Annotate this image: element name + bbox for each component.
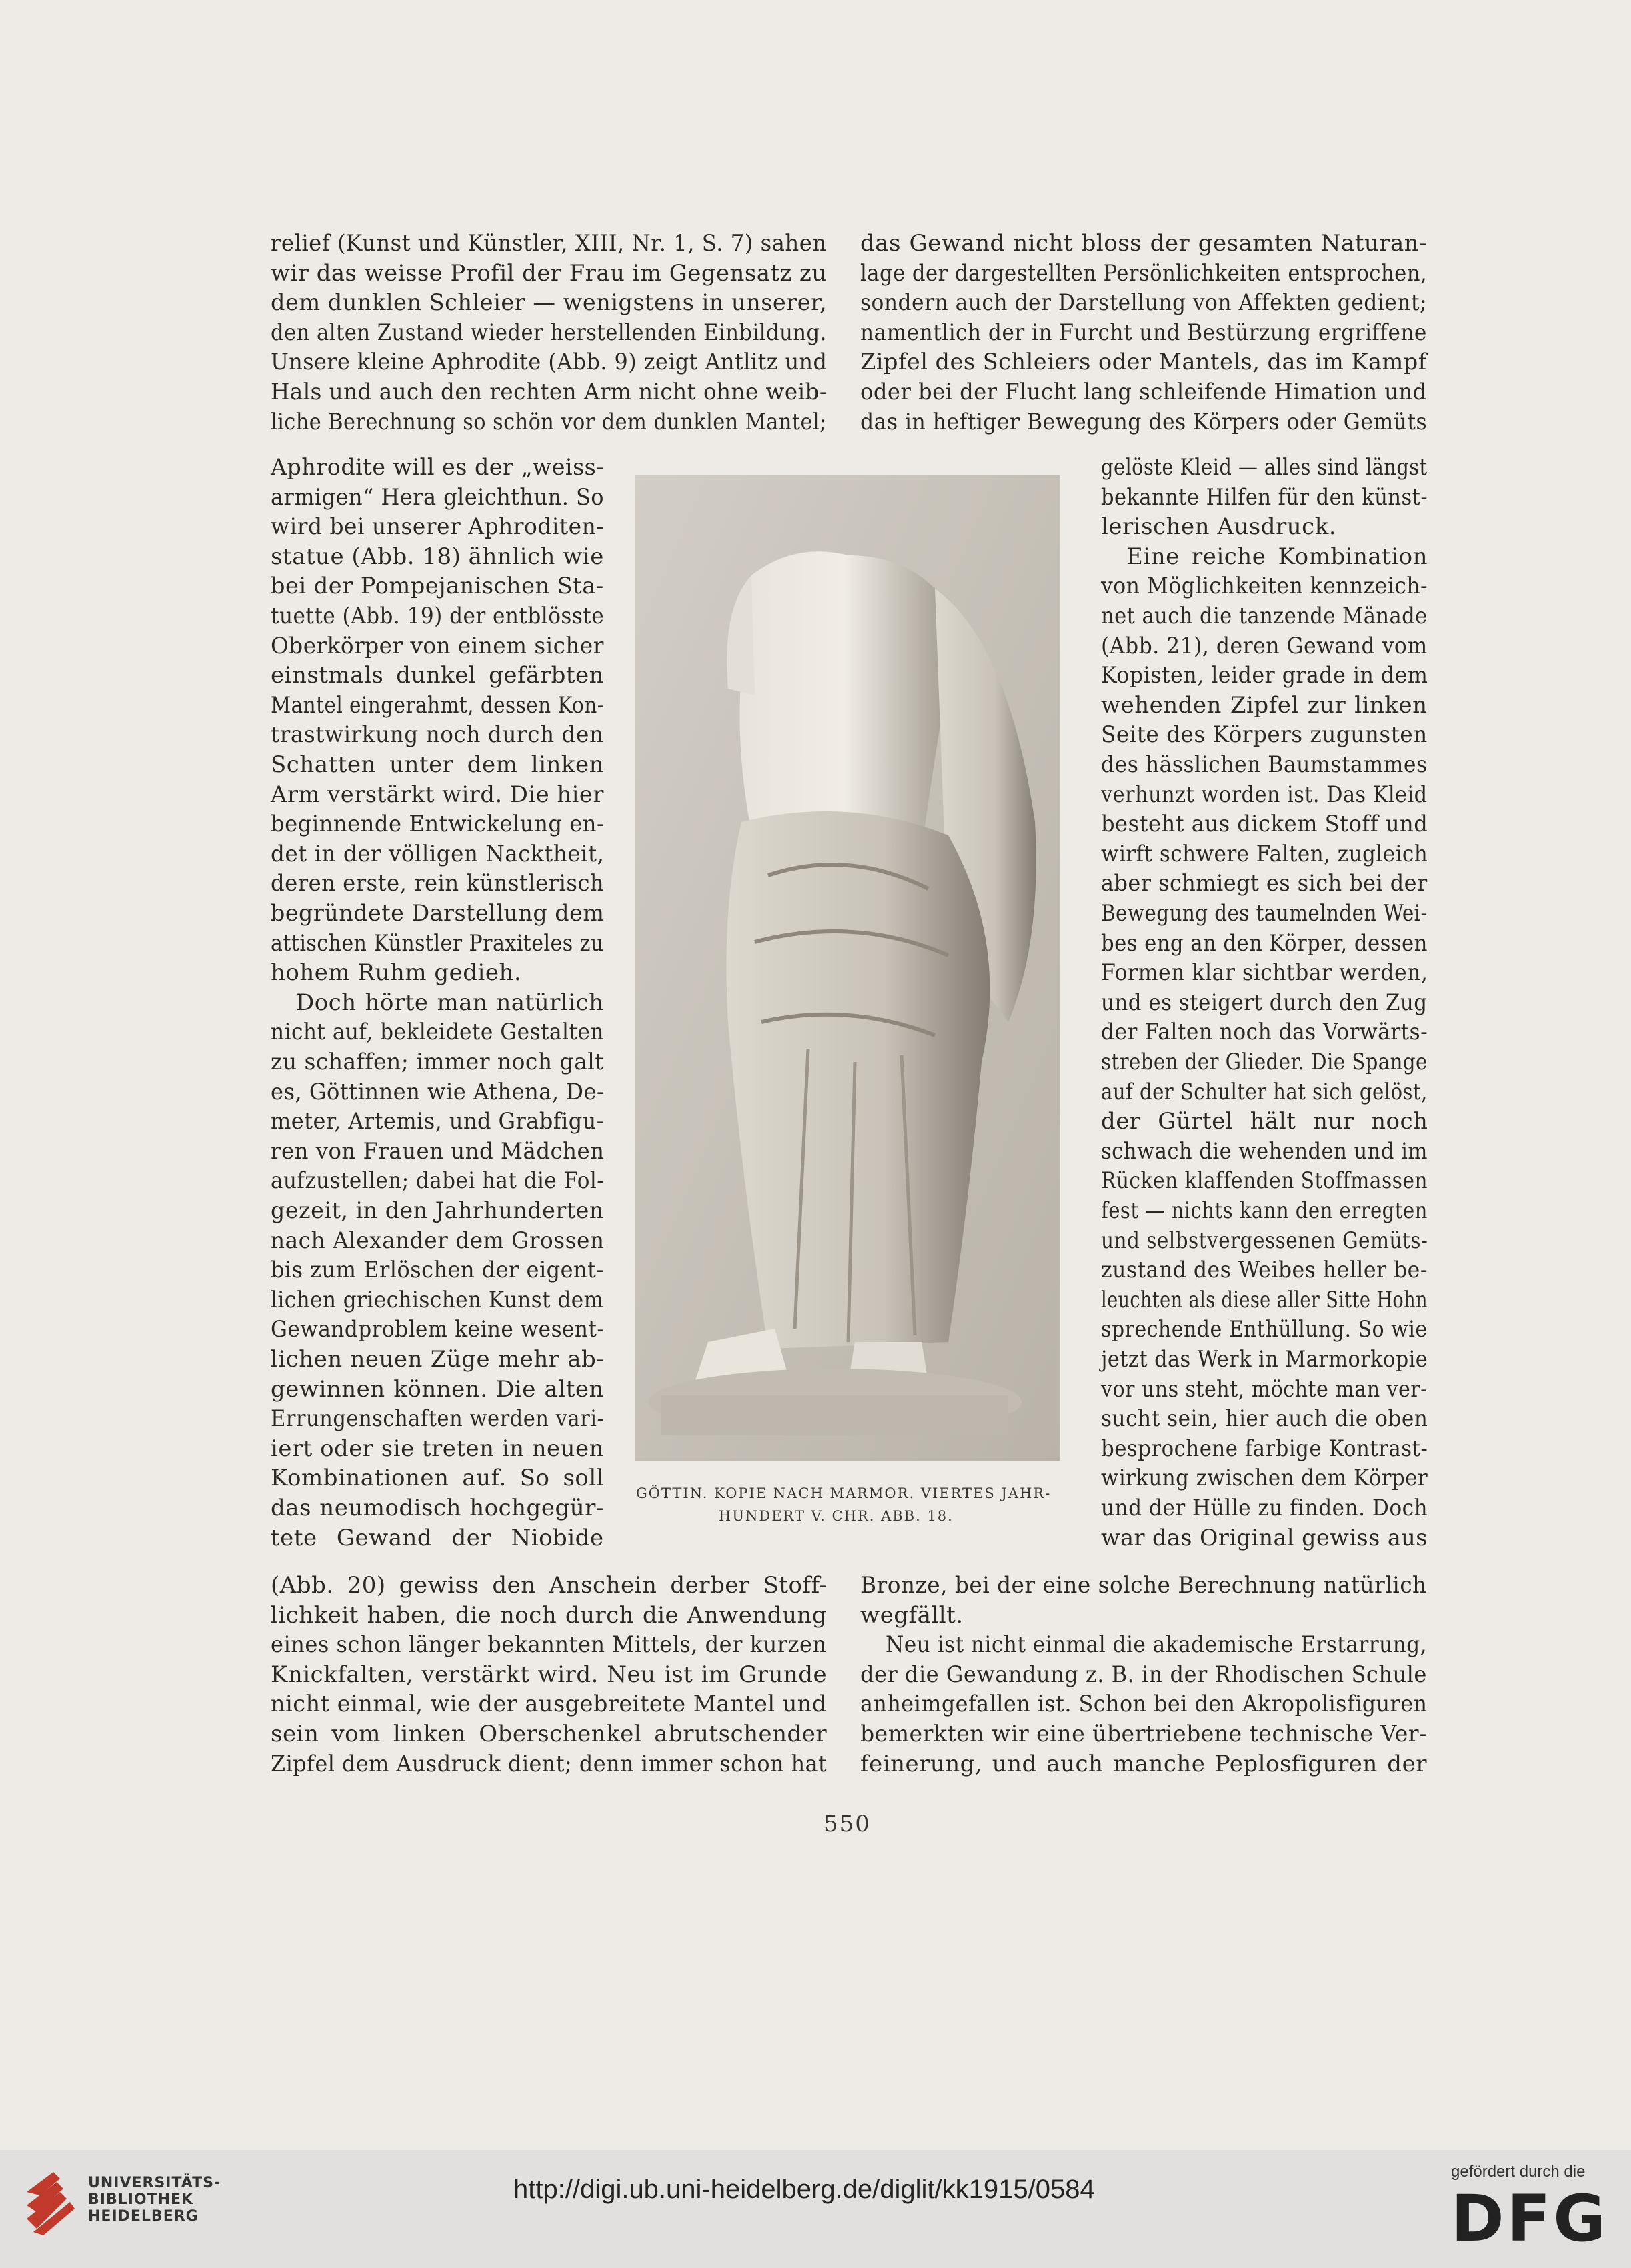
text-line: Mantel eingerahmt, dessen Kon- — [271, 691, 605, 719]
text-line: hohem Ruhm gedieh. — [271, 959, 522, 987]
text-line: jetzt das Werk in Marmorkopie — [1101, 1346, 1428, 1373]
text-line: es, Göttinnen wie Athena, De- — [271, 1078, 605, 1105]
text-line: leuchten als diese aller Sitte Hohn — [1101, 1286, 1428, 1313]
statue-figure — [635, 475, 1060, 1461]
text-line: attischen Künstler Praxiteles zu — [271, 929, 604, 957]
text-line: eines schon länger bekannten Mittels, der kurzen — [271, 1631, 827, 1659]
text-line: bekannte Hilfen für den künst- — [1101, 483, 1428, 511]
text-line: wirft schwere Falten, zugleich — [1101, 840, 1428, 867]
text-line: zu schaffen; immer noch galt — [271, 1049, 604, 1075]
text-line: ren von Frauen und Mädchen — [271, 1137, 605, 1165]
text-line: trastwirkung noch durch den — [271, 721, 604, 749]
text-line: dem dunklen Schleier — wenigstens in unserer, — [271, 289, 828, 317]
text-line: lichen neuen Züge mehr ab- — [271, 1346, 605, 1373]
text-line: besprochene farbige Kontrast- — [1101, 1435, 1428, 1462]
text-line: war das Original gewiss aus — [1101, 1524, 1428, 1551]
text-line: Kombinationen auf. So soll — [271, 1465, 605, 1492]
text-line: der Gürtel hält nur noch — [1101, 1108, 1428, 1135]
text-line: wegfällt. — [860, 1601, 964, 1629]
text-line: vor uns steht, möchte man ver- — [1101, 1375, 1428, 1403]
text-line: gewinnen können. Die alten — [271, 1375, 604, 1403]
text-line: Oberkörper von einem sicher — [271, 632, 604, 659]
text-line: sein vom linken Oberschenkel abrutschender — [271, 1721, 828, 1747]
text-line: streben der Glieder. Die Spange — [1101, 1049, 1428, 1075]
text-line: verhunzt worden ist. Das Kleid — [1101, 781, 1428, 808]
text-line: gelöste Kleid — alles sind längst — [1101, 454, 1428, 481]
text-line: wir das weisse Profil der Frau im Gegensatz zu — [271, 259, 827, 287]
text-line: sucht sein, hier auch die oben — [1101, 1405, 1428, 1433]
text-line: nicht einmal, wie der ausgebreitete Mantel und — [271, 1691, 827, 1718]
text-line: den alten Zustand wieder herstellenden Einbildung. — [271, 319, 827, 346]
text-line: wehenden Zipfel zur linken — [1101, 691, 1428, 719]
text-line: relief (Kunst und Künstler, XIII, Nr. 1, S. 7) sahen — [271, 230, 827, 257]
text-line: der Falten noch das Vorwärts- — [1101, 1019, 1428, 1046]
text-line: statue (Abb. 18) ähnlich wie — [271, 543, 604, 570]
library-name — [88, 2175, 221, 2225]
text-line: Bewegung des taumelnden Wei- — [1101, 900, 1428, 927]
page-number: 550 — [824, 1811, 871, 1837]
text-line: Aphrodite will es der „weiss- — [271, 454, 605, 481]
text-line: (Abb. 20) gewiss den Anschein derber Stoff- — [271, 1572, 828, 1599]
text-line: liche Berechnung so schön vor dem dunklen Mantel; — [271, 408, 827, 435]
text-line: des hässlichen Baumstammes — [1101, 751, 1428, 778]
text-line: Schatten unter dem linken — [271, 751, 604, 778]
text-line: lage der dargestellten Persönlichkeiten entsprochen, — [860, 259, 1428, 287]
text-line: tuette (Abb. 19) der entblösste — [271, 603, 605, 629]
text-line: meter, Artemis, und Grabfigu- — [271, 1108, 604, 1135]
text-line: schwach die wehenden und im — [1101, 1137, 1428, 1165]
text-line: (Abb. 21), deren Gewand vom — [1101, 632, 1428, 659]
text-line: Zipfel des Schleiers oder Mantels, das im Kampf — [860, 349, 1427, 376]
text-line: das in heftiger Bewegung des Körpers oder Gemüts — [860, 408, 1428, 435]
text-line: Errungenschaften werden vari- — [271, 1405, 605, 1433]
text-line: Formen klar sichtbar werden, — [1101, 959, 1428, 987]
text-line: sprechende Enthüllung. So wie — [1101, 1316, 1428, 1343]
text-line: zustand des Weibes heller be- — [1101, 1257, 1428, 1284]
text-line: begründete Darstellung dem — [271, 900, 605, 927]
text-line: net auch die tanzende Mänade — [1101, 603, 1428, 629]
text-line: und es steigert durch den Zug — [1101, 989, 1428, 1016]
text-line: Rücken klaffenden Stoffmassen — [1101, 1167, 1428, 1195]
text-line: armigen“ Hera gleichthun. So — [271, 483, 605, 511]
footer-bar — [0, 2150, 1631, 2268]
text-line: der die Gewandung z. B. in der Rhodischen Schule — [860, 1661, 1427, 1688]
ub-heidelberg-logo-icon — [20, 2165, 80, 2239]
text-line: tete Gewand der Niobide — [271, 1524, 604, 1551]
text-line: einstmals dunkel gefärbten — [271, 662, 605, 689]
text-line: bes eng an den Körper, dessen — [1101, 929, 1428, 957]
library-line-1: UNIVERSITÄTS- — [88, 2175, 221, 2191]
figure-caption-line2: HUNDERT V. CHR. ABB. 18. — [719, 1508, 954, 1524]
text-line: Zipfel dem Ausdruck dient; denn immer schon hat — [271, 1750, 828, 1777]
text-line: bei der Pompejanischen Sta- — [271, 573, 604, 600]
statue-photo — [635, 475, 1060, 1461]
text-line: anheimgefallen ist. Schon bei den Akropolisfiguren — [860, 1691, 1428, 1718]
text-line: von Möglichkeiten kennzeich- — [1101, 573, 1428, 600]
library-line-2: BIBLIOTHEK — [88, 2191, 194, 2208]
text-line: und der Hülle zu finden. Doch — [1101, 1495, 1428, 1521]
text-line: bis zum Erlöschen der eigent- — [271, 1257, 604, 1284]
text-line: Neu ist nicht einmal die akademische Erstarrung, — [886, 1631, 1427, 1659]
text-line: wird bei unserer Aphroditen- — [271, 513, 604, 541]
text-line: nicht auf, bekleidete Gestalten — [271, 1019, 604, 1046]
text-line: deren erste, rein künstlerisch — [271, 870, 605, 897]
funding-text: gefördert durch die — [1451, 2163, 1586, 2181]
text-line: namentlich der in Furcht und Bestürzung ergriffene — [860, 319, 1427, 346]
text-line: lichen griechischen Kunst dem — [271, 1286, 604, 1313]
text-line: auf der Schulter hat sich gelöst, — [1101, 1078, 1428, 1105]
text-line: Doch hörte man natürlich — [296, 989, 604, 1016]
text-line: det in der völligen Nacktheit, — [271, 840, 605, 867]
library-line-3: HEIDELBERG — [88, 2208, 199, 2225]
text-line: Seite des Körpers zugunsten — [1101, 721, 1428, 749]
text-line: lerischen Ausdruck. — [1101, 513, 1337, 541]
text-line: besteht aus dickem Stoff und — [1101, 811, 1428, 838]
dfg-logo: DFG — [1451, 2181, 1609, 2256]
text-line: iert oder sie treten in neuen — [271, 1435, 604, 1462]
text-line: Kopisten, leider grade in dem — [1101, 662, 1428, 689]
text-line: und selbstvergessenen Gemüts- — [1101, 1227, 1428, 1254]
text-line: das Gewand nicht bloss der gesamten Naturan- — [860, 230, 1428, 257]
text-line: Eine reiche Kombination — [1126, 543, 1428, 570]
text-line: Arm verstärkt wird. Die hier — [271, 781, 604, 808]
text-line: bemerkten wir eine übertriebene technische Ver- — [860, 1721, 1427, 1747]
text-line: aufzustellen; dabei hat die Fol- — [271, 1167, 605, 1195]
text-line: sondern auch der Darstellung von Affekten gedient; — [860, 289, 1428, 317]
text-line: Hals und auch den rechten Arm nicht ohne weib- — [271, 379, 828, 405]
text-line: fest — nichts kann den erregten — [1101, 1197, 1428, 1224]
text-line: wirkung zwischen dem Körper — [1101, 1465, 1428, 1492]
text-line: Gewandproblem keine wesent- — [271, 1316, 605, 1343]
text-line: Bronze, bei der eine solche Berechnung natürlich — [860, 1572, 1427, 1599]
text-line: lichkeit haben, die noch durch die Anwendung — [271, 1601, 828, 1629]
text-line: nach Alexander dem Grossen — [271, 1227, 605, 1254]
text-line: feinerung, und auch manche Peplosfiguren der — [860, 1750, 1427, 1777]
text-line: beginnende Entwickelung en- — [271, 811, 605, 838]
text-line: Knickfalten, verstärkt wird. Neu ist im Grunde — [271, 1661, 828, 1688]
figure-caption-line1: GÖTTIN. KOPIE NACH MARMOR. VIERTES JAHR- — [636, 1485, 1052, 1501]
text-line: Unsere kleine Aphrodite (Abb. 9) zeigt Antlitz und — [271, 349, 828, 376]
text-line: oder bei der Flucht lang schleifende Himation und — [860, 379, 1427, 405]
text-line: gezeit, in den Jahrhunderten — [271, 1197, 604, 1224]
source-url-link[interactable]: http://digi.ub.uni-heidelberg.de/diglit/kk1915/0584 — [513, 2175, 1095, 2204]
text-line: aber schmiegt es sich bei der — [1101, 870, 1428, 897]
text-line: das neumodisch hochgegür- — [271, 1495, 604, 1521]
